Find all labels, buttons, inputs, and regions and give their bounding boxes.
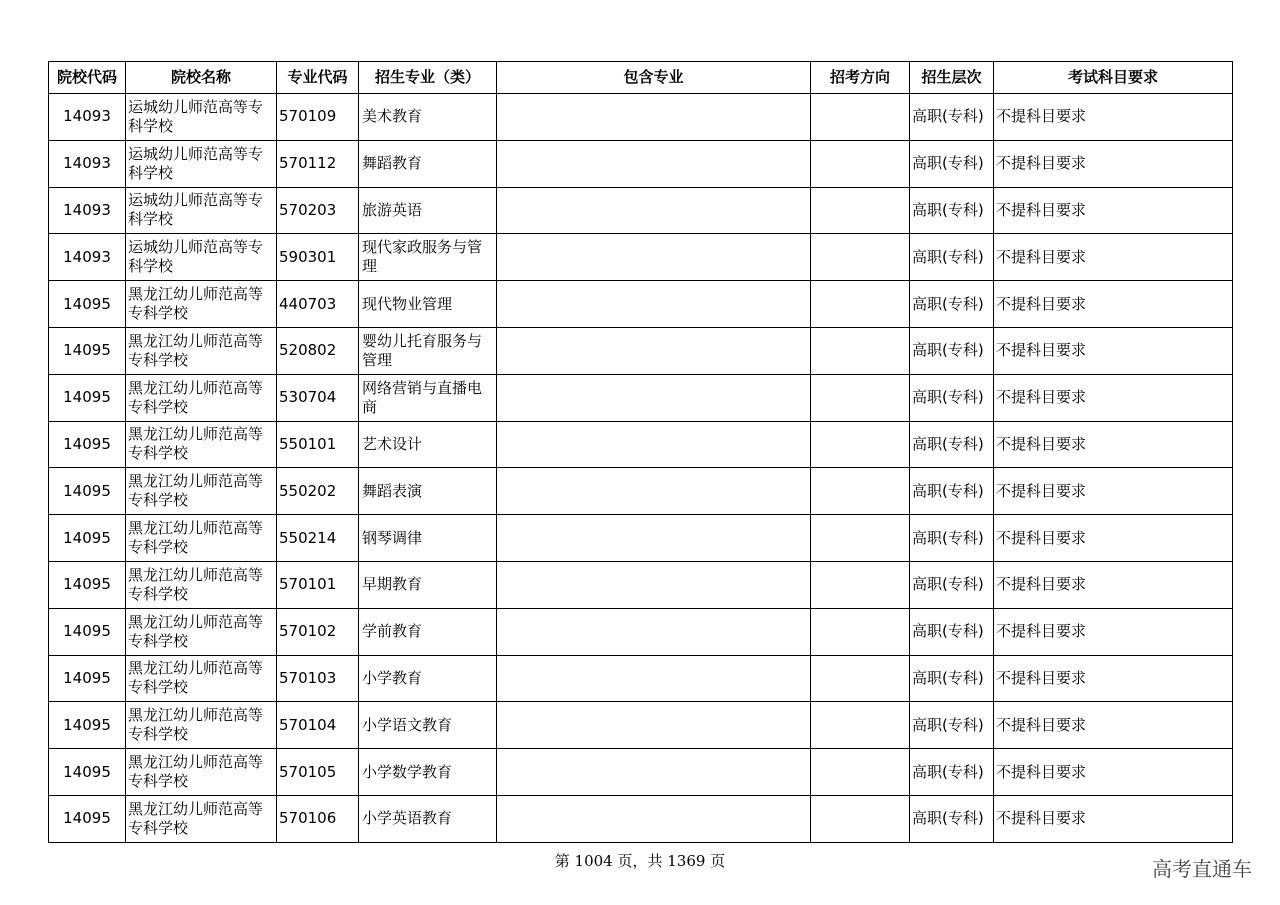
table-row [49, 749, 1233, 796]
cell-requirement: 不提科目要求 [994, 94, 1233, 141]
cell-major-code: 590301 [277, 234, 359, 281]
cell-school-code: 14093 [49, 140, 126, 187]
cell-school-code: 14095 [49, 281, 126, 328]
cell-included-majors [497, 515, 811, 562]
cell-major: 舞蹈表演 [359, 468, 497, 515]
cell-school-code: 14093 [49, 187, 126, 234]
cell-requirement: 不提科目要求 [994, 702, 1233, 749]
header-school-code: 院校代码 [49, 62, 126, 94]
cell-included-majors [497, 327, 811, 374]
table-header-row [49, 62, 1233, 94]
cell-level: 高职(专科) [910, 374, 994, 421]
cell-included-majors [497, 94, 811, 141]
cell-school-name: 黑龙江幼儿师范高等专科学校 [126, 468, 277, 515]
table-row [49, 94, 1233, 141]
cell-requirement: 不提科目要求 [994, 655, 1233, 702]
cell-requirement: 不提科目要求 [994, 561, 1233, 608]
cell-requirement: 不提科目要求 [994, 421, 1233, 468]
cell-major-code: 520802 [277, 327, 359, 374]
cell-school-name: 黑龙江幼儿师范高等专科学校 [126, 327, 277, 374]
cell-school-code: 14095 [49, 327, 126, 374]
cell-major-code: 550214 [277, 515, 359, 562]
header-direction: 招考方向 [811, 62, 910, 94]
cell-level: 高职(专科) [910, 702, 994, 749]
cell-included-majors [497, 374, 811, 421]
cell-level: 高职(专科) [910, 655, 994, 702]
cell-major-code: 440703 [277, 281, 359, 328]
cell-major: 小学英语教育 [359, 795, 497, 842]
cell-direction [811, 140, 910, 187]
cell-school-name: 黑龙江幼儿师范高等专科学校 [126, 374, 277, 421]
cell-major: 早期教育 [359, 561, 497, 608]
cell-requirement: 不提科目要求 [994, 187, 1233, 234]
cell-school-code: 14095 [49, 795, 126, 842]
cell-school-code: 14093 [49, 234, 126, 281]
cell-major-code: 550202 [277, 468, 359, 515]
cell-included-majors [497, 187, 811, 234]
cell-included-majors [497, 421, 811, 468]
table-row [49, 187, 1233, 234]
cell-school-code: 14095 [49, 561, 126, 608]
cell-major-code: 570105 [277, 749, 359, 796]
cell-school-name: 黑龙江幼儿师范高等专科学校 [126, 421, 277, 468]
header-included-majors: 包含专业 [497, 62, 811, 94]
cell-direction [811, 561, 910, 608]
cell-direction [811, 187, 910, 234]
table-row [49, 655, 1233, 702]
cell-level: 高职(专科) [910, 187, 994, 234]
cell-level: 高职(专科) [910, 234, 994, 281]
cell-requirement: 不提科目要求 [994, 234, 1233, 281]
cell-included-majors [497, 281, 811, 328]
table-row [49, 234, 1233, 281]
cell-level: 高职(专科) [910, 515, 994, 562]
admissions-table-container [48, 61, 1232, 843]
cell-direction [811, 608, 910, 655]
cell-school-name: 黑龙江幼儿师范高等专科学校 [126, 515, 277, 562]
cell-requirement: 不提科目要求 [994, 140, 1233, 187]
table-row [49, 421, 1233, 468]
cell-major-code: 530704 [277, 374, 359, 421]
cell-level: 高职(专科) [910, 608, 994, 655]
cell-level: 高职(专科) [910, 749, 994, 796]
cell-major: 婴幼儿托育服务与管理 [359, 327, 497, 374]
cell-direction [811, 515, 910, 562]
header-requirement: 考试科目要求 [994, 62, 1233, 94]
cell-major: 美术教育 [359, 94, 497, 141]
cell-major-code: 550101 [277, 421, 359, 468]
cell-school-name: 黑龙江幼儿师范高等专科学校 [126, 702, 277, 749]
header-major: 招生专业（类） [359, 62, 497, 94]
cell-major: 学前教育 [359, 608, 497, 655]
cell-major-code: 570109 [277, 94, 359, 141]
cell-major: 网络营销与直播电商 [359, 374, 497, 421]
cell-direction [811, 468, 910, 515]
cell-school-name: 黑龙江幼儿师范高等专科学校 [126, 608, 277, 655]
header-major-code: 专业代码 [277, 62, 359, 94]
cell-school-name: 黑龙江幼儿师范高等专科学校 [126, 795, 277, 842]
cell-included-majors [497, 234, 811, 281]
table-row [49, 702, 1233, 749]
cell-level: 高职(专科) [910, 421, 994, 468]
header-school-name: 院校名称 [126, 62, 277, 94]
cell-requirement: 不提科目要求 [994, 515, 1233, 562]
table-row [49, 281, 1233, 328]
cell-school-code: 14095 [49, 374, 126, 421]
table-row [49, 327, 1233, 374]
cell-major-code: 570106 [277, 795, 359, 842]
cell-major-code: 570203 [277, 187, 359, 234]
cell-included-majors [497, 608, 811, 655]
cell-direction [811, 234, 910, 281]
cell-major: 小学数学教育 [359, 749, 497, 796]
cell-major: 现代家政服务与管理 [359, 234, 497, 281]
cell-school-name: 运城幼儿师范高等专科学校 [126, 94, 277, 141]
cell-major-code: 570101 [277, 561, 359, 608]
cell-school-code: 14095 [49, 421, 126, 468]
cell-requirement: 不提科目要求 [994, 608, 1233, 655]
cell-direction [811, 749, 910, 796]
cell-school-name: 黑龙江幼儿师范高等专科学校 [126, 281, 277, 328]
table-row [49, 515, 1233, 562]
cell-level: 高职(专科) [910, 140, 994, 187]
cell-direction [811, 795, 910, 842]
cell-included-majors [497, 702, 811, 749]
cell-school-name: 黑龙江幼儿师范高等专科学校 [126, 561, 277, 608]
cell-direction [811, 702, 910, 749]
cell-requirement: 不提科目要求 [994, 327, 1233, 374]
cell-requirement: 不提科目要求 [994, 281, 1233, 328]
cell-major: 小学语文教育 [359, 702, 497, 749]
cell-requirement: 不提科目要求 [994, 749, 1233, 796]
cell-requirement: 不提科目要求 [994, 795, 1233, 842]
page-footer: 第 1004 页，共 1369 页 [554, 852, 726, 870]
table-row [49, 374, 1233, 421]
cell-major-code: 570102 [277, 608, 359, 655]
table-body [49, 94, 1233, 843]
cell-school-code: 14095 [49, 655, 126, 702]
cell-school-name: 运城幼儿师范高等专科学校 [126, 140, 277, 187]
cell-level: 高职(专科) [910, 327, 994, 374]
header-level: 招生层次 [910, 62, 994, 94]
cell-direction [811, 94, 910, 141]
cell-school-code: 14095 [49, 749, 126, 796]
cell-major: 艺术设计 [359, 421, 497, 468]
cell-requirement: 不提科目要求 [994, 468, 1233, 515]
cell-requirement: 不提科目要求 [994, 374, 1233, 421]
cell-included-majors [497, 140, 811, 187]
cell-major: 舞蹈教育 [359, 140, 497, 187]
cell-direction [811, 421, 910, 468]
cell-included-majors [497, 655, 811, 702]
cell-major: 小学教育 [359, 655, 497, 702]
cell-direction [811, 281, 910, 328]
cell-included-majors [497, 749, 811, 796]
cell-major-code: 570103 [277, 655, 359, 702]
table-row [49, 468, 1233, 515]
cell-level: 高职(专科) [910, 281, 994, 328]
cell-direction [811, 374, 910, 421]
cell-major: 现代物业管理 [359, 281, 497, 328]
cell-level: 高职(专科) [910, 468, 994, 515]
cell-level: 高职(专科) [910, 795, 994, 842]
cell-direction [811, 327, 910, 374]
cell-major: 旅游英语 [359, 187, 497, 234]
cell-school-code: 14095 [49, 515, 126, 562]
watermark: 高考直通车 [1152, 857, 1252, 881]
cell-school-name: 黑龙江幼儿师范高等专科学校 [126, 655, 277, 702]
cell-school-code: 14093 [49, 94, 126, 141]
cell-school-name: 运城幼儿师范高等专科学校 [126, 187, 277, 234]
cell-school-code: 14095 [49, 608, 126, 655]
cell-major-code: 570104 [277, 702, 359, 749]
cell-included-majors [497, 795, 811, 842]
cell-level: 高职(专科) [910, 561, 994, 608]
cell-included-majors [497, 468, 811, 515]
admissions-table [48, 61, 1233, 843]
cell-included-majors [497, 561, 811, 608]
cell-school-name: 黑龙江幼儿师范高等专科学校 [126, 749, 277, 796]
cell-school-code: 14095 [49, 468, 126, 515]
cell-school-name: 运城幼儿师范高等专科学校 [126, 234, 277, 281]
table-row [49, 795, 1233, 842]
cell-school-code: 14095 [49, 702, 126, 749]
cell-direction [811, 655, 910, 702]
cell-major-code: 570112 [277, 140, 359, 187]
cell-major: 钢琴调律 [359, 515, 497, 562]
table-row [49, 561, 1233, 608]
cell-level: 高职(专科) [910, 94, 994, 141]
table-row [49, 608, 1233, 655]
table-row [49, 140, 1233, 187]
